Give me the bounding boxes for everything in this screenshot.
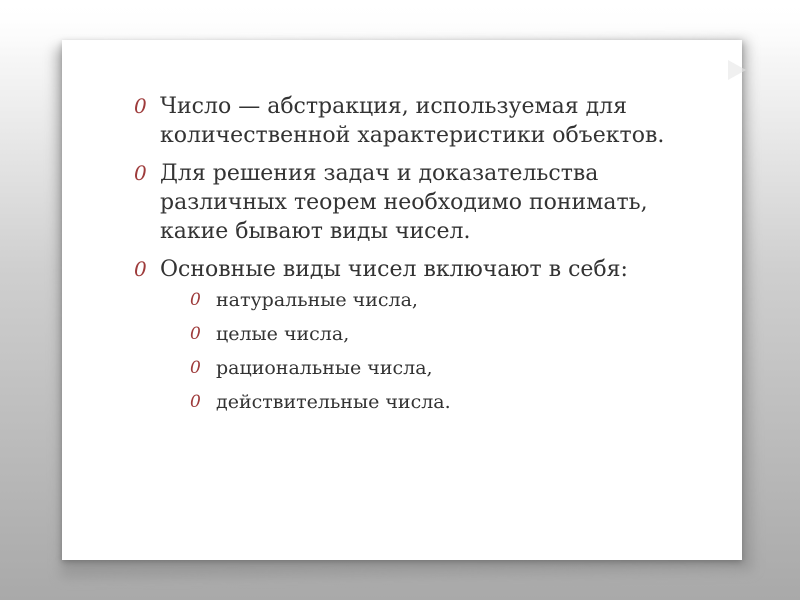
sub-bullet-real <box>190 390 694 414</box>
bullet-text: Число — абстракция, используемая для количественной характеристики объектов. <box>160 94 665 148</box>
sub-bullet-rational <box>190 356 694 380</box>
bullet-item-definition <box>134 92 694 150</box>
bullet-list <box>134 92 694 414</box>
bullet-marker-icon: 0 <box>134 257 147 281</box>
sub-bullet-text: рациональные числа, <box>216 357 433 379</box>
slide-page <box>62 40 742 560</box>
sub-bullet-marker-icon: 0 <box>190 290 201 310</box>
bullet-item-purpose <box>134 159 694 246</box>
bullet-text: Основные виды чисел включают в себя: <box>160 257 628 282</box>
slide-content <box>134 92 694 424</box>
bullet-marker-icon: 0 <box>134 94 147 118</box>
bullet-marker-icon: 0 <box>134 161 147 185</box>
sub-bullet-text: целые числа, <box>216 323 350 345</box>
bullet-text: Для решения задач и доказательства различных теорем необходимо понимать, какие бывают виды чисел. <box>160 161 648 244</box>
sub-bullet-integer <box>190 322 694 346</box>
sub-bullet-text: натуральные числа, <box>216 289 418 311</box>
bullet-item-kinds <box>134 255 694 414</box>
sub-bullet-marker-icon: 0 <box>190 324 201 344</box>
sub-bullet-list <box>160 288 694 414</box>
page-curl-decoration <box>728 60 746 80</box>
sub-bullet-natural <box>190 288 694 312</box>
sub-bullet-marker-icon: 0 <box>190 358 201 378</box>
sub-bullet-marker-icon: 0 <box>190 392 201 412</box>
sub-bullet-text: действительные числа. <box>216 391 451 413</box>
